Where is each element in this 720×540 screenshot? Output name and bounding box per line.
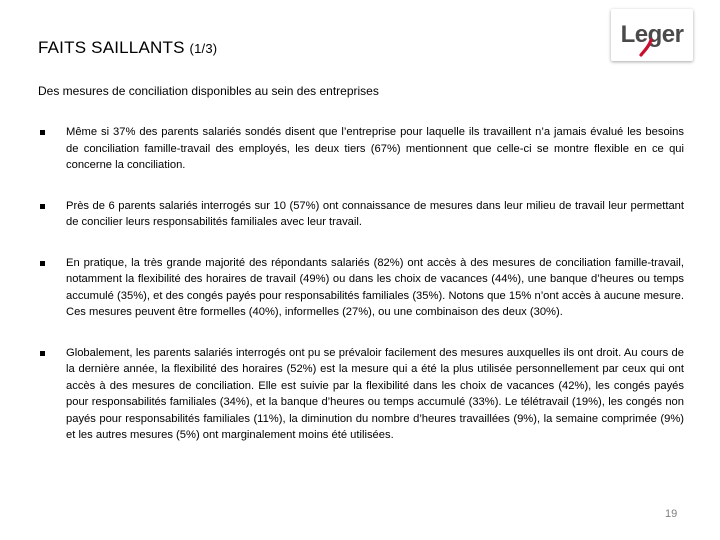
- bullet-item: [38, 124, 684, 174]
- bullet-item: [38, 345, 684, 444]
- bullet-item: [38, 255, 684, 321]
- bullet-text: Près de 6 parents salariés interrogés sur 10 (57%) ont connaissance de mesures dans leur milieu de travail leur permettant de concilier leurs responsabilités familiales avec leur travail.: [66, 199, 684, 228]
- page-title: [38, 38, 217, 58]
- bullet-text: En pratique, la très grande majorité des répondants salariés (82%) ont accès à des mesures de conciliation famille-travail, notamment la flexibilité des horaires de travail (49%) ou dans les choix de vacances (44%), une banque d’heures ou temps accumulé (35%), et des congés payés pour responsabilités familiales (35%). Notons que 15% n’ont accès à aucune mesure. Ces mesures peuvent être formelles (40%), informelles (27%), ou une combinaison des deux (30%).: [66, 256, 684, 318]
- bullet-list: [38, 124, 684, 468]
- page-number: 19: [665, 508, 678, 520]
- bullet-text: Globalement, les parents salariés interrogés ont pu se prévaloir facilement des mesures auxquelles ils ont droit. Au cours de la dernière année, la flexibilité des horaires (52%) est la mesure qui a été la plus utilisée personnellement par ceux qui ont accès à des mesures de conciliation. Elle est suivie par la flexibilité dans les choix de vacances (42%), les congés payés pour responsabilités familiales (34%), et la banque d’heures ou temps accumulé (33%). Le télétravail (19%), les congés non payés pour responsabilités familiales (11%), la diminution du nombre d’heures travaillées (9%), la semaine comprimée (9%) et les autres mesures (5%) ont marginalement moins été utilisées.: [66, 346, 684, 441]
- leger-logo: [611, 9, 693, 61]
- bullet-marker-icon: [40, 351, 45, 356]
- bullet-marker-icon: [40, 204, 45, 209]
- page-title-counter: (1/3): [189, 41, 218, 56]
- section-subtitle: Des mesures de conciliation disponibles au sein des entreprises: [38, 84, 379, 98]
- leger-logo-graphic: [611, 9, 693, 61]
- bullet-marker-icon: [40, 261, 45, 266]
- bullet-marker-icon: [40, 130, 45, 135]
- bullet-text: Même si 37% des parents salariés sondés disent que l’entreprise pour laquelle ils travaillent n’a jamais évalué les besoins de conciliation famille-travail des employés, les deux tiers (67%) mentionnent que celle-ci se montre flexible en ce qui concerne la conciliation.: [66, 126, 684, 171]
- bullet-item: [38, 198, 684, 231]
- leger-logo-text: Leger: [620, 21, 684, 48]
- page-title-main: FAITS SAILLANTS: [38, 38, 185, 57]
